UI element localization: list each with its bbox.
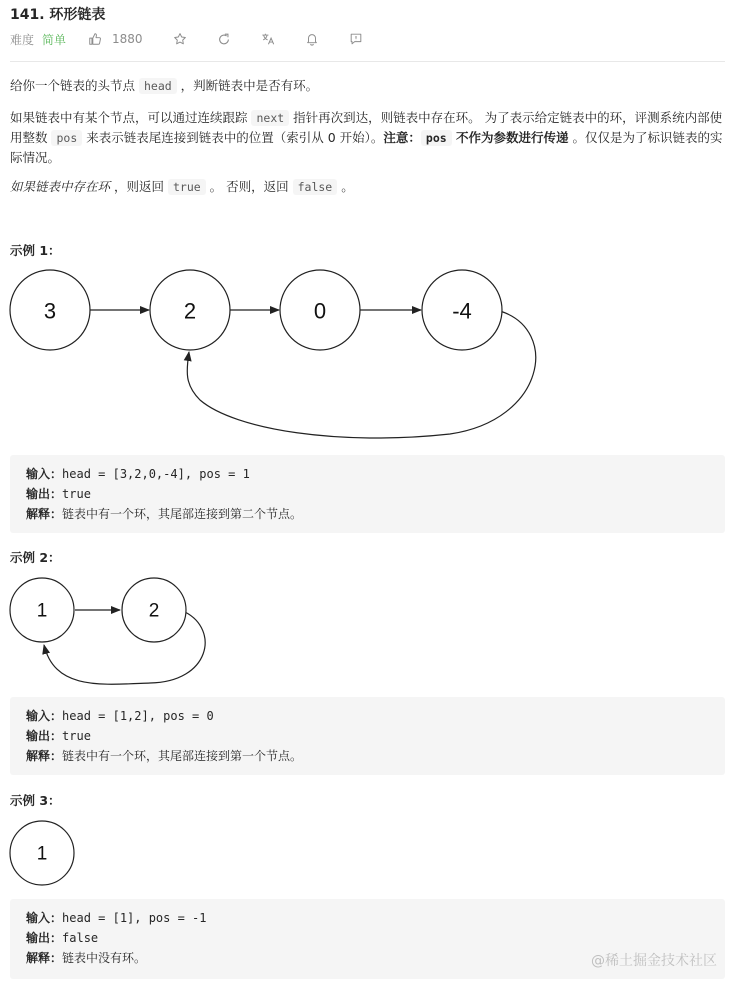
- list-node: [122, 578, 186, 642]
- node-value: -4: [452, 298, 472, 324]
- watermark: @稀土掘金技术社区: [591, 953, 717, 969]
- list-node: [422, 270, 502, 350]
- inline-code: next: [251, 110, 289, 126]
- note-label: 注意：: [383, 130, 421, 145]
- example-3-title: 示例 3：: [10, 793, 61, 808]
- list-node: [280, 270, 360, 350]
- description-paragraph-2: 如果链表中有某个节点，可以通过连续跟踪 next 指针再次到达，则链表中存在环。 为了表示给定链表中的环，评测系统内部使用整数 pos 来表示链表尾连接到链表中的位置（索引从 0 开始）。注意： pos 不作为参数进行传递 。仅仅是为了标识链表的实际情况。: [10, 110, 723, 165]
- node-value: 1: [36, 600, 48, 622]
- note-text: 不作为参数进行传递: [451, 130, 569, 145]
- example-1-io-block: 输入：head = [3,2,0,-4], pos = 1 输出：true 解释：链表中有一个环，其尾部连接到第二个节点。: [10, 455, 725, 533]
- node-value: 2: [183, 298, 197, 324]
- inline-code: true: [168, 179, 206, 195]
- description-paragraph-3: 如果链表中存在环 ，则返回 true 。 否则，返回 false 。: [10, 179, 354, 194]
- example-2-title: 示例 2：: [10, 550, 61, 565]
- difficulty-label: 难度: [10, 32, 35, 47]
- description-paragraph-1: 给你一个链表的头节点 head ，判断链表中是否有环。: [10, 78, 319, 93]
- node-value: 1: [36, 843, 48, 865]
- list-node: [10, 270, 90, 350]
- list-node: [150, 270, 230, 350]
- list-node: [10, 821, 74, 885]
- node-value: 0: [313, 298, 327, 324]
- inline-code-bold: pos: [421, 130, 452, 146]
- inline-code: false: [293, 179, 338, 195]
- example-3-io-block: 输入：head = [1], pos = -1 输出：false 解释：链表中没有环。: [10, 899, 725, 979]
- example-2-io-block: 输入：head = [1,2], pos = 0 输出：true 解释：链表中有一个环，其尾部连接到第一个节点。: [10, 697, 725, 775]
- problem-title: 141. 环形链表: [10, 7, 106, 23]
- node-value: 3: [43, 298, 57, 324]
- like-count: 1880: [112, 32, 143, 46]
- difficulty-badge: 简单: [42, 32, 67, 47]
- list-node: [10, 578, 74, 642]
- node-value: 2: [148, 600, 160, 622]
- example-1-title: 示例 1：: [10, 243, 61, 258]
- inline-code: pos: [51, 130, 82, 146]
- inline-code: head: [139, 78, 177, 94]
